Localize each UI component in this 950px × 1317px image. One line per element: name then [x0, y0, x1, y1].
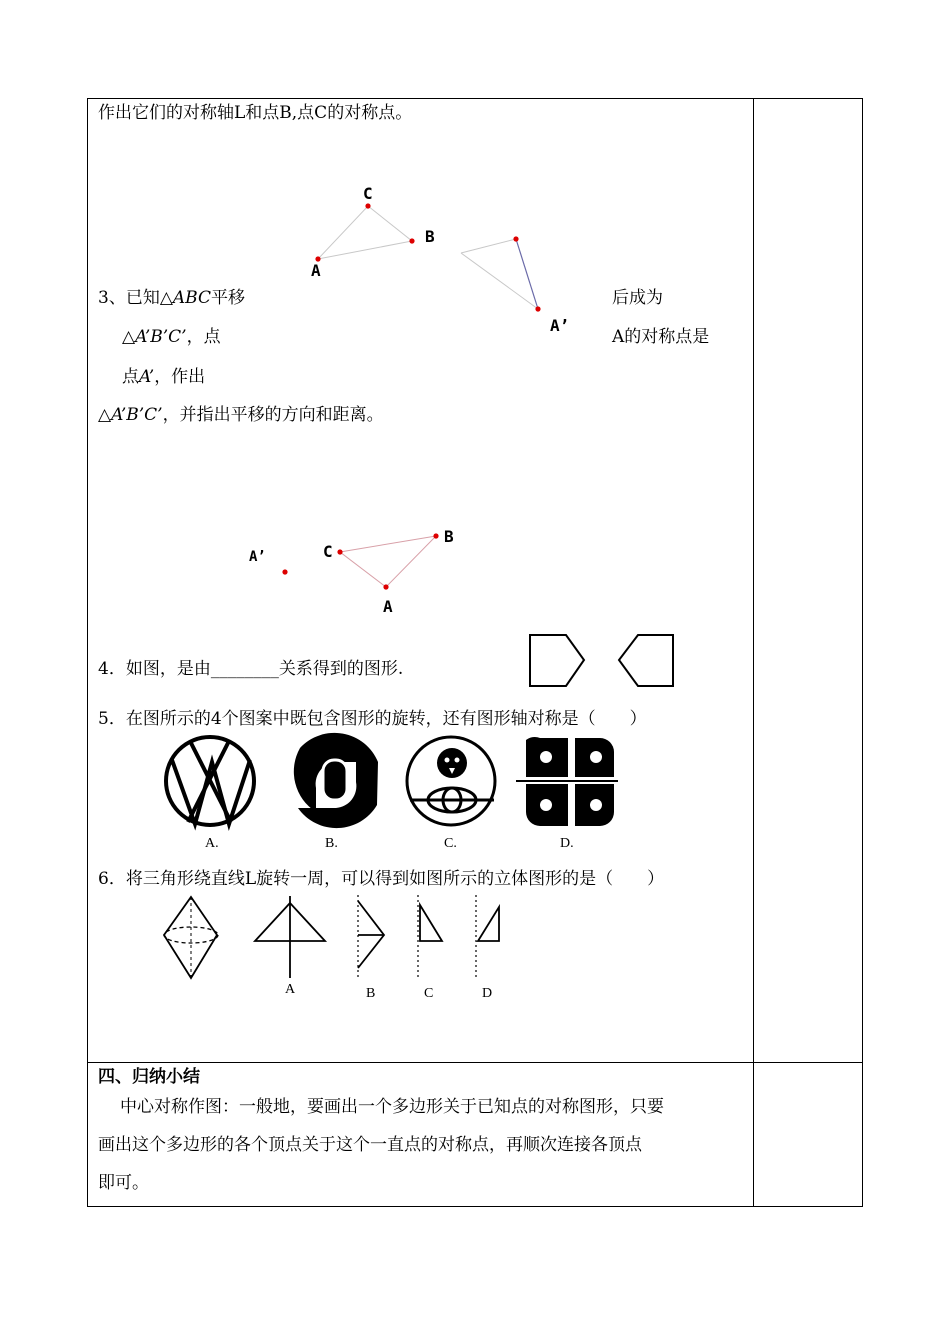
q3-line1-right: 后成为: [612, 288, 663, 308]
summary-line2: 画出这个多边形的各个顶点关于这个一直点的对称点，再顺次连接各顶点: [98, 1135, 642, 1155]
q6-option-d: D: [482, 986, 493, 1001]
option-b-shape: [358, 895, 384, 978]
label-c-2: C: [323, 542, 333, 561]
q3-line1: 3、已知△ABC平移: [98, 288, 245, 308]
q5-option-a: A.: [205, 836, 219, 851]
summary-title: 四、归纳小结: [98, 1067, 200, 1087]
option-d-shape: [476, 895, 499, 978]
q4-text: 4．如图，是由________关系得到的图形.: [98, 659, 404, 679]
solid-double-cone: [164, 897, 218, 978]
q5-option-d: D.: [560, 836, 574, 851]
label-c: C: [363, 184, 373, 203]
q6-option-b: B: [366, 986, 376, 1001]
label-a-2: A: [383, 597, 393, 616]
q3-line4: △A’B’C’，并指出平移的方向和距离。: [98, 405, 384, 425]
q5-option-b: B.: [325, 836, 338, 851]
q3-line2: △A’B’C’，点: [122, 327, 221, 347]
option-c-shape: [418, 895, 442, 978]
label-a-prime: A’: [550, 316, 570, 335]
label-b-2: B: [444, 527, 454, 546]
label-a-prime-2: A’: [249, 549, 266, 565]
summary-line3: 即可。: [98, 1173, 149, 1193]
label-a: A: [311, 261, 321, 280]
label-b: B: [425, 227, 435, 246]
q5-option-c: C.: [444, 836, 457, 851]
q3-line2-right: A的对称点是: [612, 327, 710, 347]
summary-line1: 中心对称作图：一般地，要画出一个多边形关于已知点的对称图形，只要: [120, 1097, 664, 1117]
q6-option-c: C: [424, 986, 434, 1001]
q5-text: 5．在图所示的4个图案中既包含图形的旋转，还有图形轴对称是（ ）: [98, 709, 647, 729]
q6-text: 6．将三角形绕直线L旋转一周，可以得到如图所示的立体图形的是（ ）: [98, 869, 665, 889]
intro-text: 作出它们的对称轴L和点B,点C的对称点。: [98, 103, 413, 123]
q6-option-a: A: [285, 982, 296, 997]
option-a-shape: [255, 896, 325, 978]
q3-line3: 点A’，作出: [122, 367, 206, 387]
